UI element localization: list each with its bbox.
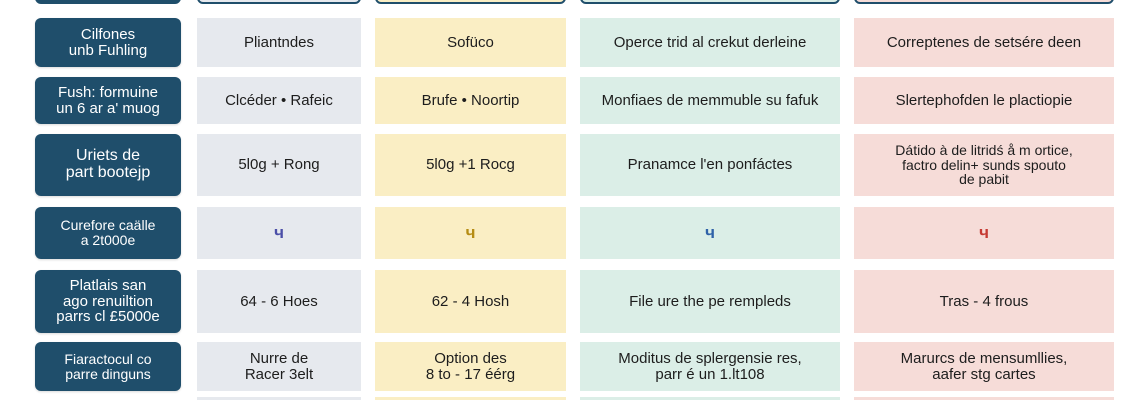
table-row [0, 134, 1140, 196]
table-row [0, 342, 1140, 391]
header-tab-label-col [35, 0, 181, 4]
table-row [0, 77, 1140, 124]
table-cell: Option des 8 to - 17 éérg [375, 342, 566, 391]
table-cell: Pranamce l'en ponfáctes [580, 134, 840, 196]
table-cell: Nurre de Racer 3elt [197, 342, 361, 391]
header-tab-col-4 [854, 0, 1114, 4]
table-cell: Slertephofden le plactiopie [854, 77, 1114, 124]
table-row [0, 18, 1140, 67]
table-cell [580, 207, 840, 259]
table-cell: Clcéder • Rafeic [197, 77, 361, 124]
table-cell: Sofüco [375, 18, 566, 67]
row-label: Fush: formuine un 6 ar a' muog [35, 77, 181, 124]
table-cell: Monfiaes de memmuble su fafuk [580, 77, 840, 124]
check-purple-icon: ч [274, 223, 284, 243]
table-cell: 5l0g +1 Rocg [375, 134, 566, 196]
table-cell [375, 207, 566, 259]
table-cell: Dátido à de litridś å m ortice, factro delin+ sunds spouto de pabit [854, 134, 1114, 196]
row-label: Platlais san ago renuiltion parrs cl £5000e [35, 270, 181, 333]
table-cell: Correptenes de setsére deen [854, 18, 1114, 67]
table-cell: Tras - 4 frous [854, 270, 1114, 333]
check-gold-icon: ч [465, 223, 476, 243]
table-row [0, 270, 1140, 333]
header-tab-col-3 [580, 0, 840, 4]
header-tab-col-1 [197, 0, 361, 4]
table-cell: 62 - 4 Hosh [375, 270, 566, 333]
table-cell: Marurcs de mensumllies, aafer stg cartes [854, 342, 1114, 391]
row-label: Fiaractocul co parre dinguns [35, 342, 181, 391]
table-cell: Brufe • Noortip [375, 77, 566, 124]
table-cell: File ure the pe rempleds [580, 270, 840, 333]
check-blue-icon: ч [705, 223, 715, 243]
check-red-icon: ч [979, 223, 989, 243]
row-label: Cilfones unb Fuhling [35, 18, 181, 67]
row-label: Curefore caälle a 2t000e [35, 207, 181, 259]
table-cell: Pliantndes [197, 18, 361, 67]
header-tab-col-2 [375, 0, 566, 4]
table-cell: 64 - 6 Hoes [197, 270, 361, 333]
table-cell: 5l0g + Rong [197, 134, 361, 196]
table-cell: Moditus de splergensie res, parr é un 1.lt108 [580, 342, 840, 391]
table-row [0, 207, 1140, 259]
table-cell: Operce trid al crekut derleine [580, 18, 840, 67]
row-label: Uriets de part bootejp [35, 134, 181, 196]
table-cell [197, 207, 361, 259]
table-cell [854, 207, 1114, 259]
